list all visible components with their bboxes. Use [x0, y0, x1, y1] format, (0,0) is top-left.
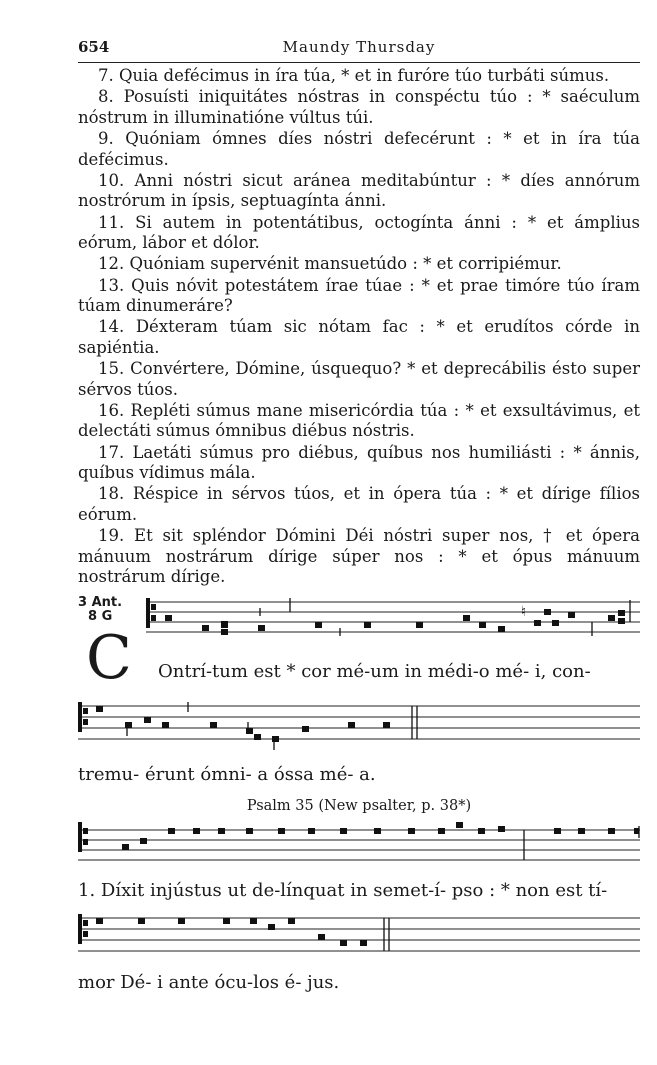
psalm-lyrics-line1: 1. Díxit injústus ut de-línquat in semet-í- pso : * non est tí-: [78, 880, 608, 901]
antiphon-mode: 8 G: [88, 609, 113, 624]
antiphon-staff-1: [78, 595, 640, 640]
neumes: [78, 822, 639, 852]
psalm-verses: [78, 66, 640, 589]
verse: 14. Déxteram túam sic nótam fac : * et erudítos córde in sapiéntia.: [78, 317, 640, 357]
verse: 12. Quóniam supervénit mansuetúdo : * et corripiémur.: [98, 254, 562, 274]
header-rule: [78, 62, 640, 63]
antiphon-lyrics-line2: tremu- érunt ómni- a óssa mé- a.: [78, 764, 376, 785]
verse: 15. Convértere, Dómine, úsquequo? * et deprecábilis ésto super sérvos túos.: [78, 359, 640, 399]
neumes: [78, 914, 367, 946]
neumes: [146, 598, 625, 635]
psalm-staff-1: [78, 818, 640, 864]
running-title: Maundy Thursday: [282, 38, 436, 56]
verse: 17. Laetáti súmus pro diébus, quíbus nos humiliásti : * ánnis, quíbus vídimus mála.: [78, 442, 640, 483]
psalm-staff-2: [78, 910, 640, 960]
verse: 13. Quis nóvit potestátem írae túae : * et prae timóre túo íram túam dinumeráre?: [78, 275, 640, 316]
antiphon-number: 3 Ant.: [78, 595, 123, 610]
verse: 10. Anni nóstri sicut aránea meditabúntur : * díes annórum nostrórum in ípsis, septuagínta ánni.: [78, 170, 640, 211]
antiphon-staff-2: [78, 700, 640, 752]
verse: 19. Et sit spléndor Dómini Déi nóstri super nos, † et ópera mánuum nostrárum dírige súper nos : * et ópus mánuum nostrárum dírige.: [78, 526, 640, 587]
psalm-title: Psalm 35 (New psalter, p. 38*): [246, 798, 472, 814]
verse: 18. Réspice in sérvos túos, et in ópera túa : * et dírige fílios eórum.: [78, 484, 640, 524]
svg-text:♮: ♮: [521, 604, 527, 620]
verse: 11. Si autem in potentátibus, octogínta ánni : * et ámplius eórum, lábor et dólor.: [78, 212, 640, 253]
verse: 16. Repléti súmus mane misericórdia túa : * et exsultávimus, et delectáti súmus ómnibus diébus nóstris.: [78, 400, 640, 441]
neumes: [78, 702, 390, 742]
verse: 9. Quóniam ómnes díes nóstri defecérunt : * et in íra túa defécimus.: [78, 128, 640, 169]
verse: 7. Quia defécimus in íra túa, * et in furóre túo turbáti súmus.: [98, 66, 610, 85]
antiphon-lyrics-line1: Ontrí-tum est * cor mé-um in médi-o mé- i, con-: [158, 661, 591, 682]
verse: 8. Posuísti iniquitátes nóstras in conspéctu túo : * saéculum nóstrum in illuminatióne vúltus túi.: [78, 87, 640, 127]
page-number: 654: [78, 38, 110, 56]
psalm-lyrics-line2: mor Dé- i ante ócu-los é- jus.: [78, 972, 340, 993]
drop-cap-initial: C: [86, 623, 132, 693]
page-header: [78, 38, 640, 60]
